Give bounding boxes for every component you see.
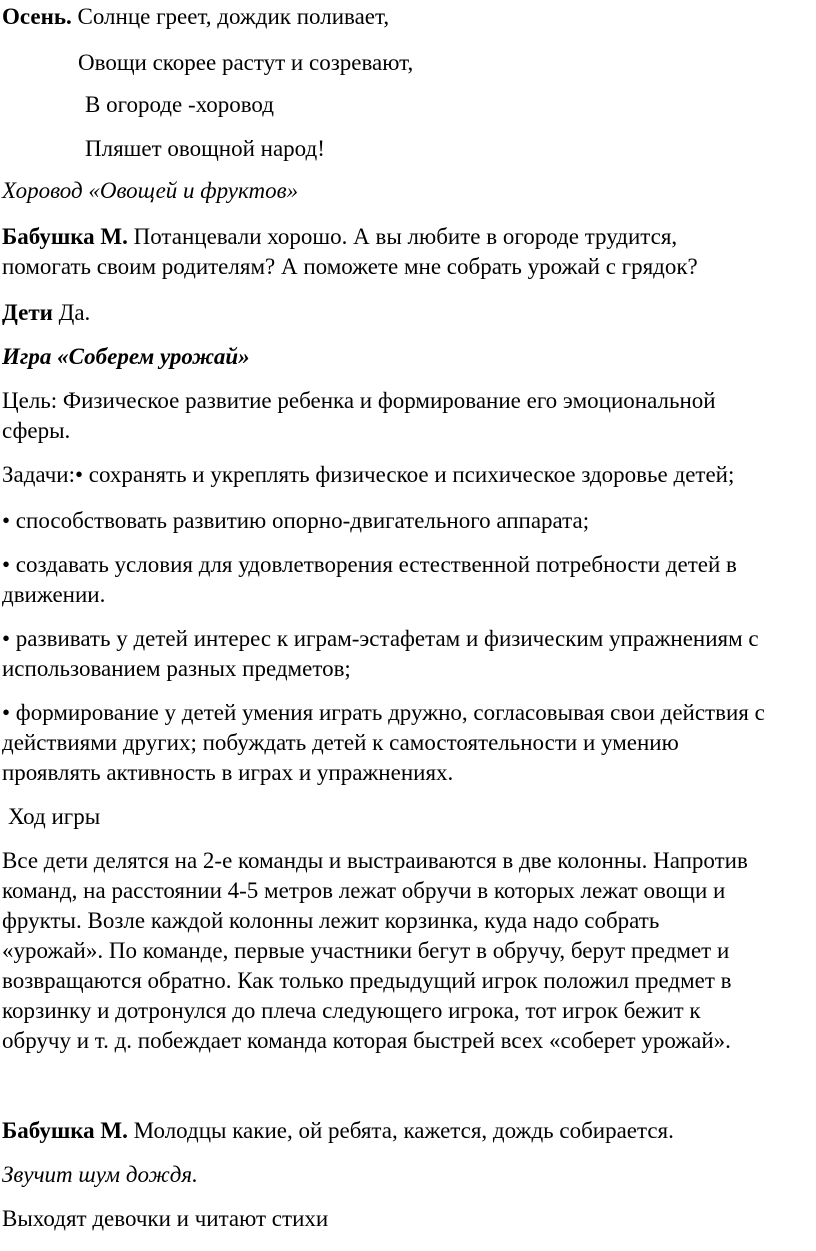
grandma-speech-1-text: Потанцевали хорошо. А вы любите в огороде трудится, [127, 224, 678, 249]
game-course-line-4: «урожай». По команде, первые участники бегут в обручу, берут предмет и [2, 938, 730, 963]
poem-line-3: В огороде -хоровод [85, 92, 274, 117]
game-course-line-7: обручу и т. д. побеждает команда которая быстрей всех «соберет урожай». [2, 1028, 731, 1053]
children-reply [2, 298, 90, 328]
tasks-item-3-line-2: движении. [2, 582, 106, 607]
grandma-speech-2 [2, 1116, 674, 1146]
goal-line-1: Цель: Физическое развитие ребенка и формирование его эмоциональной [2, 388, 716, 413]
tasks-item-3-line-1: • создавать условия для удовлетворения естественной потребности детей в [2, 552, 737, 577]
tasks-item-2: • способствовать развитию опорно-двигательного аппарата; [2, 508, 590, 533]
dance-stage-direction: Хоровод «Овощей и фруктов» [2, 178, 299, 203]
game-course-line-5: возвращаются обратно. Как только предыдущий игрок положил предмет в [2, 968, 732, 993]
poem-text-1: Солнце греет, дождик поливает, [71, 4, 390, 29]
grandma-speech-1-line-1 [2, 222, 677, 252]
tasks-item-5-line-1: • формирование у детей умения играть дружно, согласовывая свои действия с [2, 700, 765, 725]
poem-line-4: Пляшет овощной народ! [85, 136, 325, 161]
tasks-item-5-line-3: проявлять активность в играх и упражнениях. [2, 760, 454, 785]
speaker-grandma: Бабушка М. [2, 224, 128, 249]
game-course-line-6: корзинку и дотронулся до плеча следующего игрока, тот игрок бежит к [2, 998, 701, 1023]
game-course-line-1: Все дети делятся на 2-е команды и выстраиваются в две колонны. Напротив [2, 848, 748, 873]
game-course-line-3: фрукты. Возле каждой колонны лежит корзинка, куда надо собрать [2, 908, 660, 933]
tasks-line-1: Задачи:• сохранять и укреплять физическое и психическое здоровье детей; [2, 462, 735, 487]
speaker-grandma-2: Бабушка М. [2, 1118, 128, 1143]
goal-line-2: сферы. [2, 418, 71, 443]
children-reply-text: Да. [52, 300, 91, 325]
girls-stage-direction: Выходят девочки и читают стихи [2, 1206, 329, 1231]
speaker-children: Дети [2, 300, 53, 325]
tasks-item-4-line-1: • развивать у детей интерес к играм-эстафетам и физическим упражнениям с [2, 626, 759, 651]
grandma-speech-2-text: Молодцы какие, ой ребята, кажется, дождь собирается. [127, 1118, 674, 1143]
game-course-line-2: команд, на расстоянии 4-5 метров лежат обручи в которых лежат овощи и [2, 878, 726, 903]
poem-line-2: Овощи скорее растут и созревают, [78, 50, 414, 75]
grandma-speech-1-line-2: помогать своим родителям? А поможете мне собрать урожай с грядок? [2, 254, 698, 279]
game-course-heading: Ход игры [8, 804, 101, 829]
tasks-item-5-line-2: действиями других; побуждать детей к самостоятельности и умению [2, 730, 679, 755]
speaker-autumn: Осень. [2, 4, 72, 29]
game-title: Игра «Соберем урожай» [2, 344, 250, 369]
poem-line-1 [2, 2, 389, 32]
tasks-item-4-line-2: использованием разных предметов; [2, 656, 351, 681]
rain-stage-direction: Звучит шум дождя. [2, 1162, 198, 1187]
